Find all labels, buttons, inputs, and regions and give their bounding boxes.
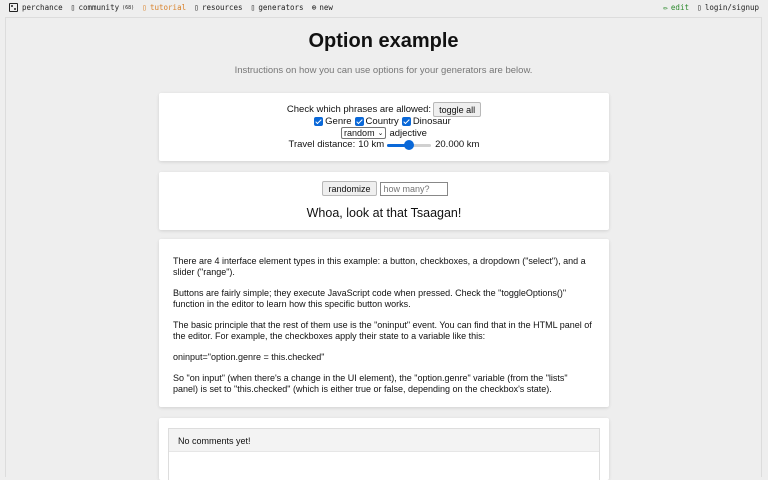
options-panel [159, 93, 609, 161]
resources-icon: ▯ [194, 2, 199, 12]
page-subtitle: Instructions on how you can use options for your generators are below. [234, 65, 533, 76]
comments-box [168, 428, 600, 480]
nav-login[interactable] [697, 3, 759, 12]
instructions-paragraph: The basic principle that the rest of them use is the "oninput" event. You can find that in the HTML panel of the editor. For example, the checkboxes apply their state to a variable like this: [173, 320, 592, 341]
nav-community[interactable] [71, 3, 135, 12]
user-icon: ▯ [696, 2, 702, 12]
nav-edit-label: edit [670, 3, 689, 12]
community-icon: ▯ [70, 2, 76, 12]
pencil-icon: ✏ [663, 2, 668, 12]
nav-resources[interactable] [194, 3, 242, 12]
nav-tutorial[interactable] [142, 3, 186, 12]
nav-edit[interactable] [663, 3, 689, 12]
instructions-paragraph: There are 4 interface element types in this example: a button, checkboxes, a dropdown ("select"), and a slider ("range"). [173, 256, 586, 277]
instructions-paragraph: Buttons are fairly simple; they execute JavaScript code when pressed. Check the "toggleOptions()" function in the editor to learn how this specific button works. [173, 288, 567, 309]
adjective-select[interactable] [341, 127, 386, 139]
travel-min-label: 10 km [358, 139, 385, 150]
nav-brand[interactable] [9, 3, 63, 12]
options-prompt: Check which phrases are allowed: [286, 104, 432, 115]
travel-max-label: 20.000 km [435, 139, 480, 150]
nav-generators[interactable] [251, 3, 304, 12]
comments-empty-text: No comments yet! [169, 429, 599, 452]
nav-new[interactable] [312, 3, 333, 12]
dice-icon [9, 3, 18, 12]
nav-brand-label: perchance [22, 3, 63, 12]
randomize-button[interactable]: randomize [322, 181, 376, 196]
instructions-panel [159, 239, 609, 407]
toggle-all-button[interactable]: toggle all [433, 102, 481, 117]
page-container [5, 17, 762, 477]
dinosaur-label: Dinosaur [412, 116, 451, 127]
generators-icon: ▯ [250, 2, 256, 12]
country-label: Country [365, 116, 399, 127]
nav-generators-label: generators [258, 3, 304, 12]
page-title: Option example [308, 30, 459, 52]
plus-circle-icon: ⊕ [311, 2, 317, 12]
genre-checkbox-item[interactable] [314, 116, 351, 127]
generator-output: Whoa, look at that Tsaagan! [306, 206, 462, 220]
country-checkbox-item[interactable] [355, 116, 399, 127]
travel-distance-slider[interactable] [387, 140, 431, 150]
tutorial-icon: ▯ [142, 2, 147, 12]
nav-tutorial-label: tutorial [149, 3, 187, 12]
nav-new-label: new [319, 3, 333, 12]
chevron-down-icon: ⌄ [377, 130, 384, 137]
top-bar [0, 0, 768, 17]
genre-checkbox[interactable] [314, 117, 323, 126]
dinosaur-checkbox-item[interactable] [402, 116, 451, 127]
instructions-paragraph: So "on input" (when there's a change in the UI element), the "option.genre" variable (from the "lists" panel) is set to "this.checked" (which is either true or false, depending on the checkbox's state). [173, 373, 568, 394]
genre-label: Genre [325, 116, 352, 127]
instructions-code: oninput="option.genre = this.checked" [173, 352, 325, 362]
adjective-select-value: random [344, 128, 375, 138]
community-badge: (68) [122, 4, 135, 11]
count-input[interactable] [380, 182, 448, 196]
travel-distance-label: Travel distance: [288, 139, 356, 150]
adjective-label: adjective [389, 127, 427, 139]
nav-resources-label: resources [201, 3, 243, 12]
generator-panel [159, 172, 609, 230]
dinosaur-checkbox[interactable] [402, 117, 411, 126]
comments-panel [159, 418, 609, 480]
country-checkbox[interactable] [355, 117, 364, 126]
nav-login-label: login/signup [704, 3, 759, 12]
nav-community-label: community [78, 3, 120, 12]
slider-thumb[interactable] [404, 140, 414, 150]
